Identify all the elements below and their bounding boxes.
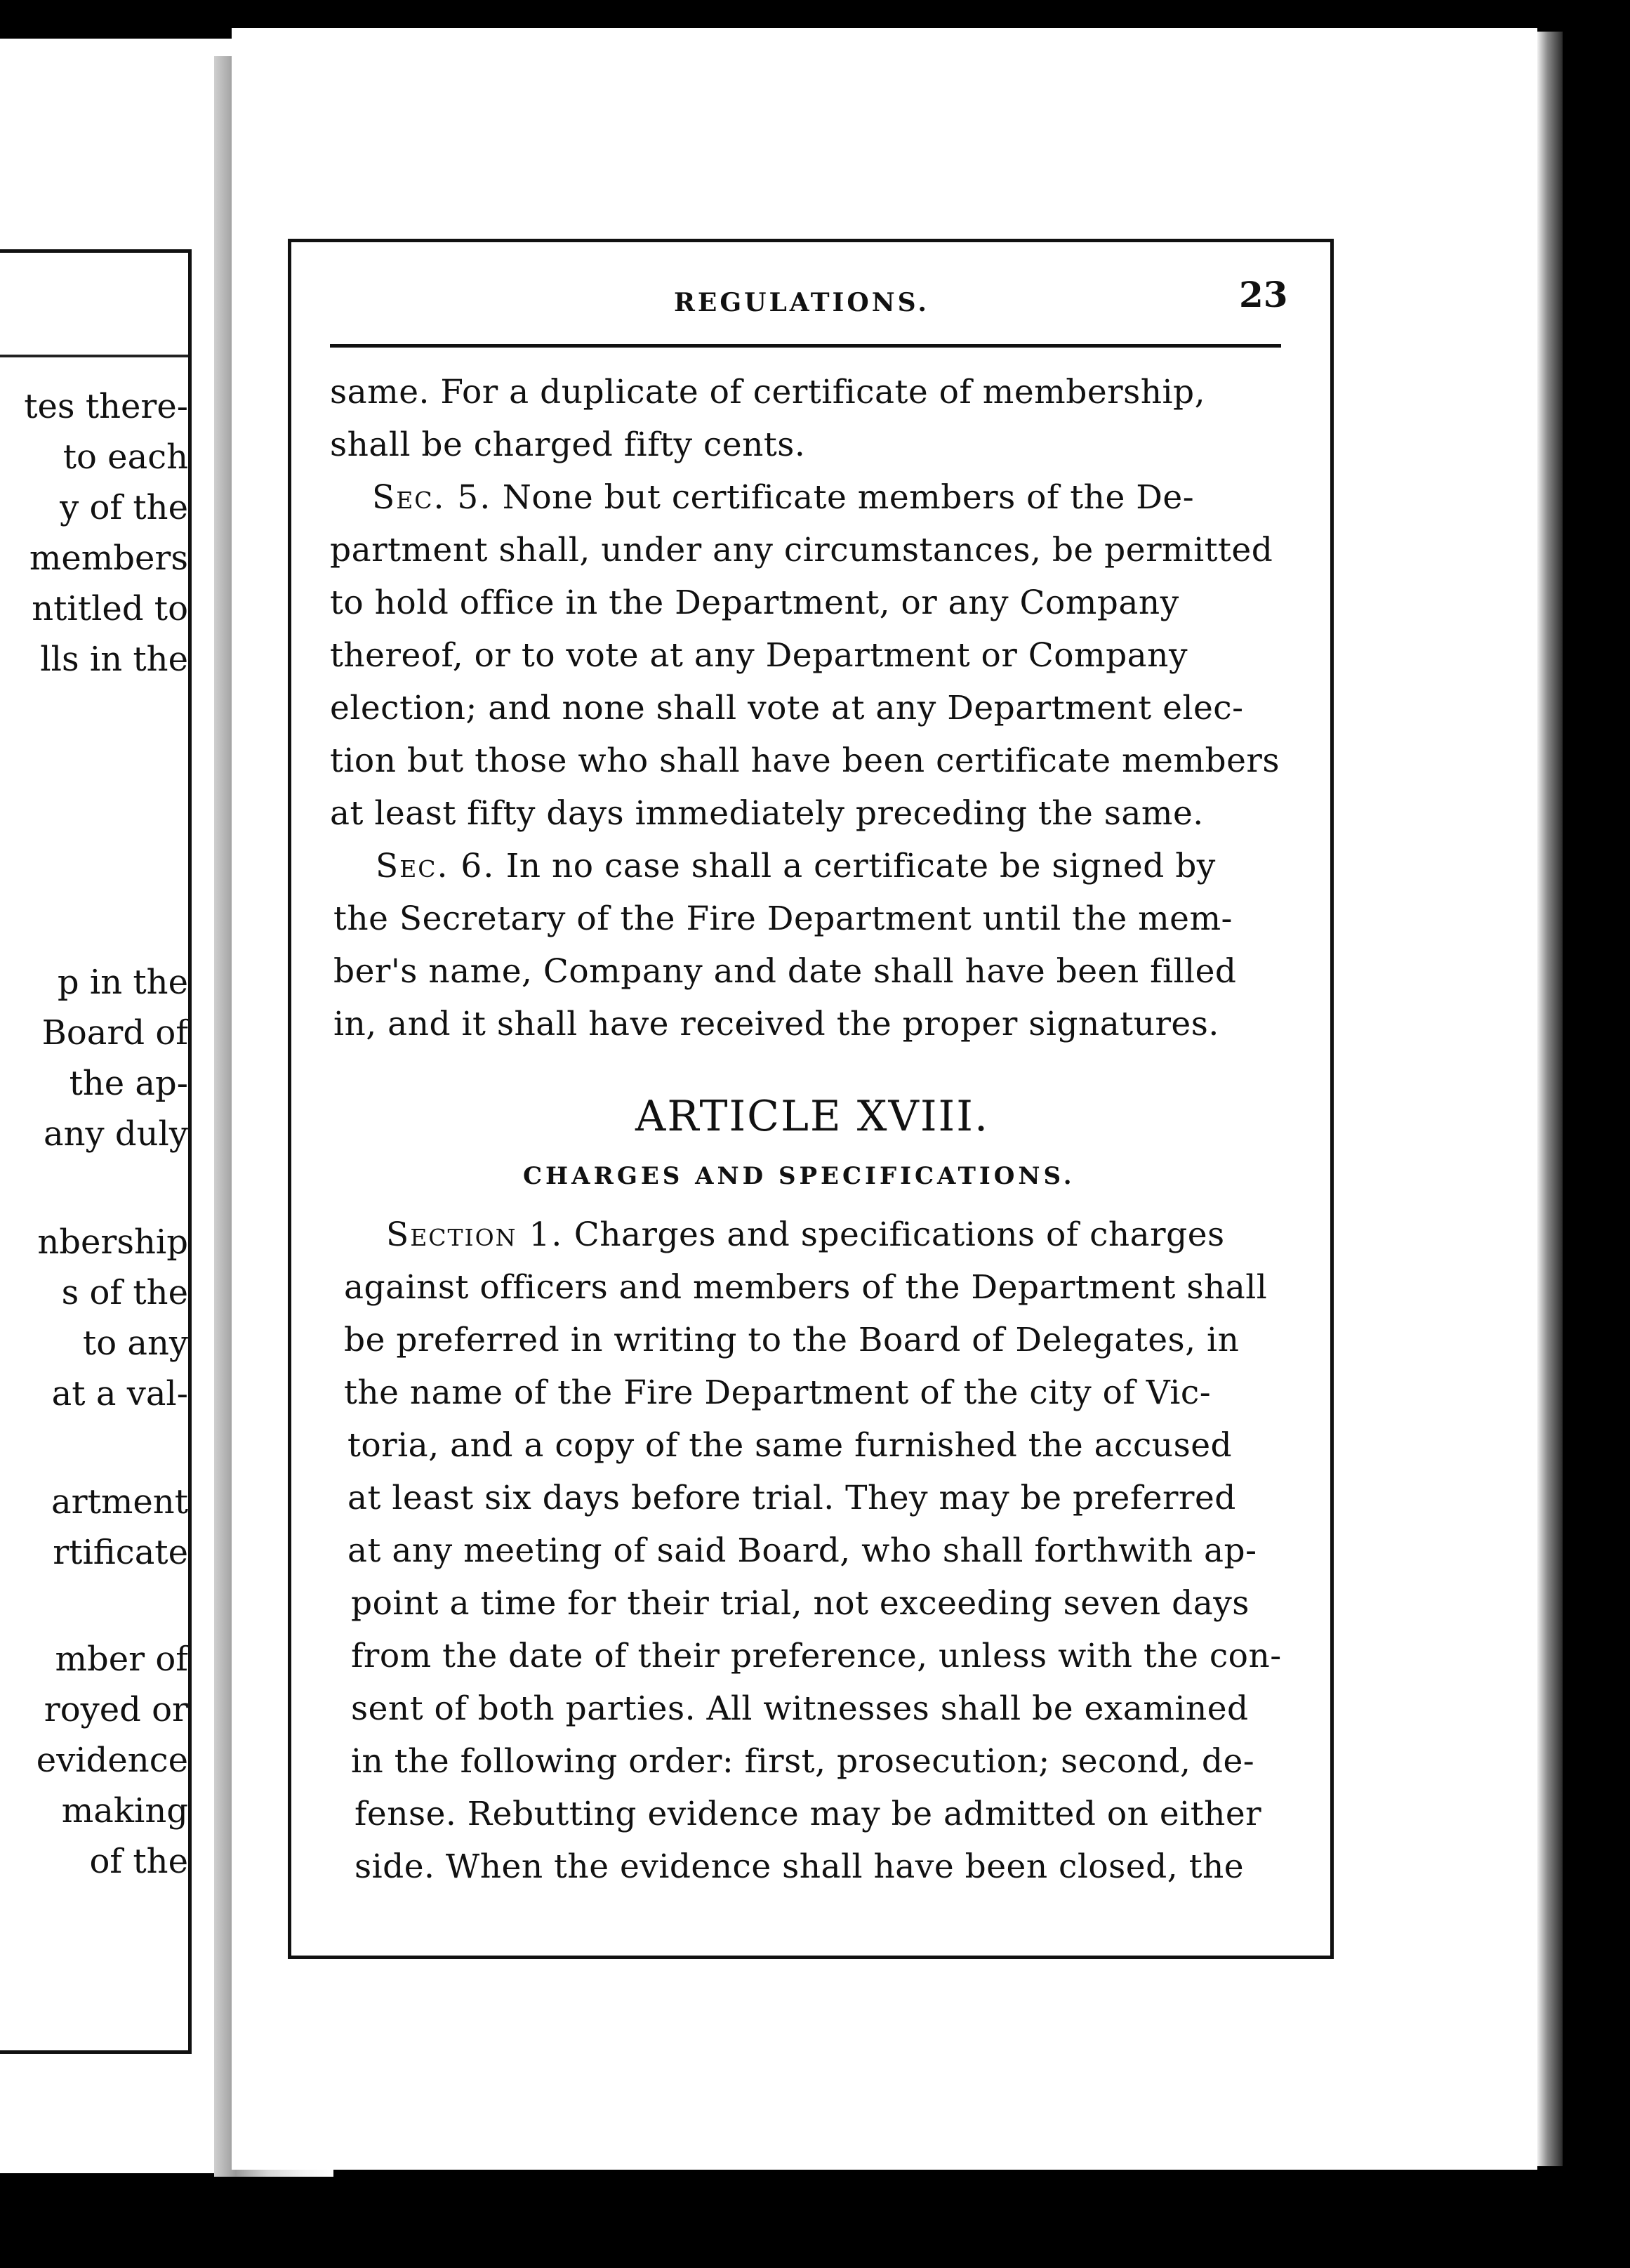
section-5-first-line — [372, 478, 1195, 517]
section-5-line: to hold office in the Department, or any Company — [330, 584, 1179, 622]
left-line-fragment: p in the — [57, 963, 188, 1002]
section-1-line: sent of both parties. All witnesses shall be examined — [351, 1689, 1249, 1728]
left-line-fragment: tes there- — [24, 387, 188, 426]
left-line-fragment: the ap- — [69, 1064, 188, 1103]
section-5-line: thereof, or to vote at any Department or Company — [330, 636, 1188, 675]
left-line-fragment: any duly — [43, 1114, 188, 1154]
section-1-line: against officers and members of the Department shall — [344, 1268, 1268, 1307]
body-line: shall be charged fifty cents. — [330, 426, 806, 464]
left-line-fragment: rtificate — [53, 1533, 188, 1572]
section-1-line: side. When the evidence shall have been closed, the — [355, 1847, 1245, 1886]
left-frame-top-rule — [0, 249, 192, 253]
section-5-line: partment shall, under any circumstances, be permitted — [330, 531, 1273, 569]
left-line-fragment: Board of — [41, 1013, 188, 1053]
section-1-line: at least six days before trial. They may be preferred — [347, 1479, 1236, 1517]
left-line-fragment: at a val- — [51, 1374, 188, 1413]
article-subheading: CHARGES AND SPECIFICATIONS. — [523, 1162, 1075, 1190]
left-head-rule — [0, 355, 188, 357]
section-5-line: election; and none shall vote at any Department elec- — [330, 689, 1244, 727]
section-5-line: tion but those who shall have been certificate members — [330, 741, 1280, 780]
section-1-label: Section 1. — [386, 1215, 564, 1254]
section-1-line: at any meeting of said Board, who shall forthwith ap- — [347, 1531, 1257, 1570]
page-stack-edge — [1537, 32, 1563, 2166]
left-frame-right-rule — [188, 249, 192, 2054]
left-line-fragment: s of the — [61, 1273, 188, 1312]
section-6-line: the Secretary of the Fire Department until the mem- — [333, 899, 1233, 938]
section-6-label: Sec. 6. — [376, 847, 496, 885]
running-head: REGULATIONS. — [674, 288, 929, 317]
left-line-fragment: ntitled to — [32, 589, 188, 628]
left-line-fragment: to each — [62, 437, 188, 477]
section-5-first-line-text: None but certificate members of the De- — [502, 478, 1195, 517]
left-line-fragment: of the — [89, 1842, 188, 1881]
section-1-line: point a time for their trial, not exceeding seven days — [351, 1584, 1250, 1623]
left-line-fragment: evidence — [36, 1741, 188, 1780]
left-line-fragment: nbership — [37, 1222, 188, 1262]
left-line-fragment: mber of — [55, 1640, 188, 1679]
section-6-line: ber's name, Company and date shall have been filled — [333, 952, 1237, 991]
page-number: 23 — [1239, 274, 1288, 315]
left-line-fragment: members — [29, 539, 188, 578]
section-1-line: from the date of their preference, unless with the con- — [351, 1637, 1282, 1675]
section-6-first-line — [376, 847, 1216, 885]
section-1-first-line-text: Charges and specifications of charges — [574, 1215, 1225, 1254]
section-1-first-line — [386, 1215, 1225, 1254]
section-1-line: in the following order: first, prosecution; second, de- — [351, 1742, 1255, 1781]
left-line-fragment: to any — [82, 1324, 188, 1363]
left-line-fragment: lls in the — [40, 640, 188, 679]
left-facing-page — [0, 39, 232, 2173]
section-6-first-line-text: In no case shall a certificate be signed by — [505, 847, 1216, 885]
section-1-line: the name of the Fire Department of the city of Vic- — [344, 1373, 1212, 1412]
left-line-fragment: y of the — [60, 488, 188, 527]
section-1-line: toria, and a copy of the same furnished the accused — [347, 1426, 1233, 1465]
left-line-fragment: artment — [51, 1482, 188, 1522]
section-5-label: Sec. 5. — [372, 478, 492, 517]
article-heading: ARTICLE XVIII. — [635, 1092, 990, 1141]
body-line: same. For a duplicate of certificate of membership, — [330, 373, 1206, 411]
left-line-fragment: making — [61, 1791, 188, 1831]
left-frame-bottom-rule — [0, 2050, 192, 2054]
section-6-line: in, and it shall have received the proper signatures. — [333, 1005, 1219, 1043]
section-5-line: at least fifty days immediately preceding the same. — [330, 794, 1204, 833]
head-rule — [330, 344, 1281, 348]
section-1-line: be preferred in writing to the Board of Delegates, in — [344, 1321, 1240, 1359]
left-line-fragment: royed or — [44, 1690, 188, 1729]
section-1-line: fense. Rebutting evidence may be admitted on either — [355, 1795, 1262, 1833]
